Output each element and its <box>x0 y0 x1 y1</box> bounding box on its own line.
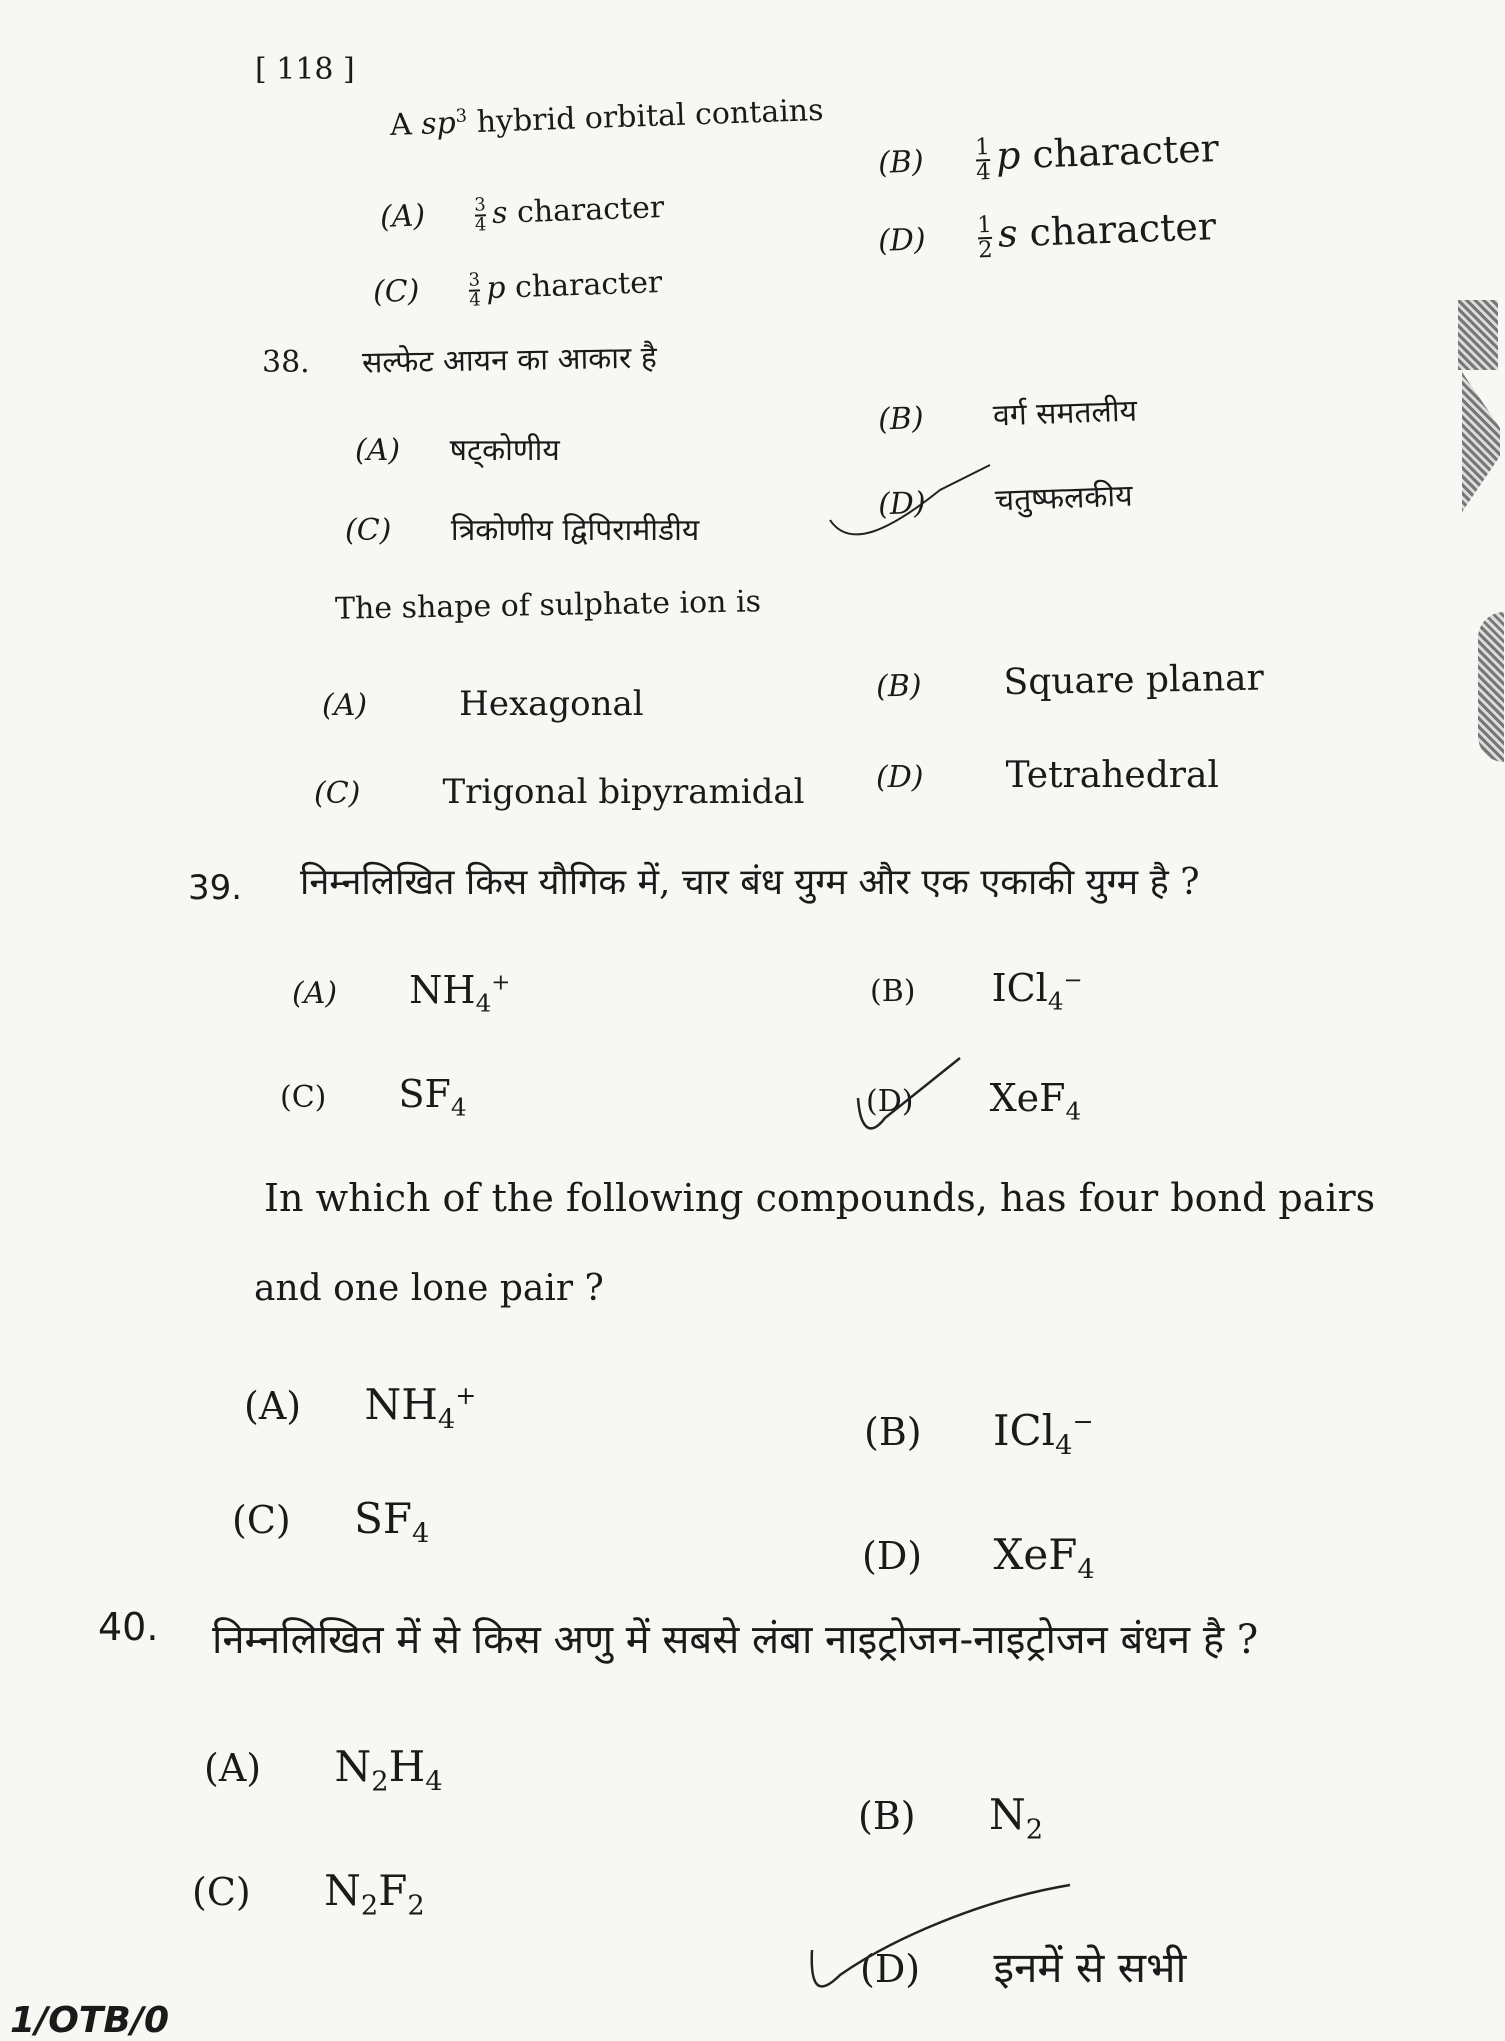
subscript: 4 <box>1077 1554 1095 1586</box>
q38-english-option-a[interactable] <box>322 680 644 724</box>
q38-english-option-d[interactable] <box>876 752 1219 796</box>
option-text: Square planar <box>1003 657 1265 704</box>
option-text: वर्ग समतलीय <box>992 393 1138 434</box>
subscript: 2 <box>1025 1814 1044 1846</box>
option-text: character <box>516 190 665 231</box>
binding-mark <box>1458 300 1498 370</box>
element: N <box>334 1742 372 1791</box>
fraction <box>468 264 663 311</box>
option-text: Trigonal bipyramidal <box>442 772 805 812</box>
q38-english-option-c[interactable] <box>314 768 805 812</box>
binding-mark <box>1478 612 1504 762</box>
q37-stem: A $sp^3$ hybrid orbital contains <box>389 92 825 143</box>
tick-mark-q39 <box>850 1048 970 1148</box>
orbital: s <box>997 211 1019 256</box>
formula <box>991 966 1083 1016</box>
q37-option-d[interactable] <box>877 204 1217 265</box>
q39-english-stem-line1: In which of the following compounds, has four bond pairs <box>264 1176 1376 1220</box>
option-label: (D) <box>876 760 924 795</box>
option-label: (B) <box>877 144 925 181</box>
formula <box>334 1742 443 1798</box>
option-label: (D) <box>877 222 927 259</box>
formula <box>409 968 511 1018</box>
option-text: Hexagonal <box>459 684 644 724</box>
option-label: (D) <box>860 1947 921 1991</box>
subscript: 4 <box>1055 1430 1073 1462</box>
q40-hindi-stem: निम्नलिखित में से किस अणु में सबसे लंबा नाइट्रोजन-नाइट्रोजन बंधन है ? <box>212 1617 1259 1663</box>
q37-option-b[interactable] <box>877 126 1219 187</box>
option-text: चतुष्फलकीय <box>994 478 1134 519</box>
tick-mark-q38 <box>820 460 1000 550</box>
q39-option-b-2[interactable] <box>864 1406 1094 1462</box>
subscript: 2 <box>360 1890 379 1922</box>
option-text: character <box>514 264 663 306</box>
q38-hindi-option-b[interactable] <box>877 388 1137 438</box>
formula-base: SF <box>398 1072 451 1116</box>
option-label: (C) <box>314 776 361 811</box>
numerator: 3 <box>473 194 487 216</box>
q39-option-b-1[interactable] <box>870 966 1083 1016</box>
option-text: षट्कोणीय <box>449 433 560 468</box>
q40-option-b[interactable] <box>858 1790 1043 1846</box>
binding-mark <box>1462 372 1500 512</box>
formula <box>364 1380 477 1436</box>
numerator: 1 <box>974 133 991 161</box>
numerator: 1 <box>976 211 993 239</box>
q39-option-d-2[interactable] <box>862 1530 1095 1586</box>
option-label: (D) <box>877 485 927 523</box>
option-label: (B) <box>864 1410 922 1454</box>
fraction <box>974 126 1220 186</box>
option-label: (C) <box>192 1870 251 1914</box>
option-label: (B) <box>870 974 916 1009</box>
option-label: (D) <box>866 1084 914 1119</box>
formula-base: NH <box>409 968 476 1012</box>
denominator: 4 <box>975 158 992 186</box>
option-text: character <box>1031 126 1220 177</box>
option-label: (C) <box>280 1080 327 1115</box>
q39-option-c-2[interactable] <box>232 1494 429 1550</box>
superscript: + <box>455 1380 477 1410</box>
orbital: p <box>485 270 507 307</box>
option-label: (A) <box>292 976 338 1011</box>
tick-mark-q40 <box>800 1880 1080 2000</box>
numerator: 3 <box>468 269 481 291</box>
q39-number: 39. <box>188 868 243 908</box>
subscript: 4 <box>437 1404 456 1436</box>
option-label: (C) <box>372 273 420 311</box>
formula <box>354 1494 430 1550</box>
q39-option-a-1[interactable] <box>292 968 510 1018</box>
element: N <box>988 1790 1026 1839</box>
formula-base: SF <box>354 1494 413 1543</box>
q39-hindi-stem: निम्नलिखित किस यौगिक में, चार बंध युग्म और एक एकाकी युग्म है ? <box>300 862 1200 903</box>
formula-base: ICl <box>991 966 1048 1010</box>
subscript: 4 <box>425 1766 443 1798</box>
option-text: इनमें से सभी <box>993 1943 1187 1992</box>
q38-hindi-option-c[interactable] <box>345 508 699 549</box>
q38-english-stem: The shape of sulphate ion is <box>334 584 762 627</box>
option-label: (B) <box>875 668 922 705</box>
footer-code: 1/OTB/0 <box>10 2000 169 2041</box>
formula-base: XeF <box>993 1530 1078 1579</box>
subscript: 4 <box>412 1518 430 1550</box>
option-text: Tetrahedral <box>1005 755 1219 796</box>
option-label: (C) <box>345 513 392 548</box>
q38-hindi-stem: सल्फेट आयन का आकार है <box>361 340 658 381</box>
q39-option-c-1[interactable] <box>280 1072 467 1122</box>
formula-base: XeF <box>989 1076 1066 1120</box>
option-label: (A) <box>244 1384 302 1428</box>
subscript: 4 <box>1047 986 1064 1016</box>
q37-option-a[interactable] <box>379 190 664 238</box>
option-text: त्रिकोणीय द्विपिरामीडीय <box>450 513 700 548</box>
denominator: 2 <box>977 236 994 263</box>
formula <box>993 1530 1095 1586</box>
option-label: (D) <box>862 1534 923 1578</box>
subscript: 4 <box>450 1092 467 1122</box>
q40-number: 40. <box>98 1605 159 1649</box>
superscript: + <box>491 969 511 996</box>
denominator: 4 <box>468 289 482 311</box>
formula <box>988 1790 1044 1846</box>
subscript: 2 <box>407 1890 425 1922</box>
formula <box>989 1076 1082 1126</box>
orbital: s <box>491 195 509 232</box>
element: N <box>324 1866 361 1915</box>
q38-hindi-option-a[interactable] <box>355 428 560 469</box>
orbital: p <box>995 132 1022 178</box>
option-label: (A) <box>379 198 426 235</box>
fraction <box>473 190 665 236</box>
option-label: (B) <box>877 400 925 438</box>
formula <box>398 1072 467 1122</box>
option-label: (A) <box>204 1746 262 1790</box>
element: H <box>388 1742 426 1791</box>
fraction <box>976 204 1217 263</box>
subscript: 2 <box>371 1766 389 1798</box>
q40-option-a[interactable] <box>204 1742 443 1798</box>
q40-option-c[interactable] <box>192 1866 425 1922</box>
q39-option-a-2[interactable] <box>244 1380 476 1436</box>
formula-base: NH <box>364 1380 438 1429</box>
subscript: 4 <box>1065 1096 1082 1126</box>
option-label: (A) <box>355 433 401 468</box>
formula <box>324 1866 425 1922</box>
q37-option-c[interactable] <box>372 265 662 313</box>
option-label: (C) <box>232 1498 291 1542</box>
element: F <box>378 1866 408 1915</box>
q38-number: 38. <box>262 345 310 380</box>
superscript: − <box>1072 1406 1094 1436</box>
q38-english-option-b[interactable] <box>876 655 1264 706</box>
formula-base: ICl <box>992 1406 1056 1455</box>
denominator: 4 <box>474 214 487 236</box>
superscript: − <box>1063 967 1083 994</box>
option-text: character <box>1028 204 1217 255</box>
option-label: (B) <box>858 1794 916 1838</box>
page-number: [ 118 ] <box>255 52 355 87</box>
formula <box>992 1406 1094 1462</box>
option-label: (A) <box>322 688 368 723</box>
subscript: 4 <box>475 988 492 1018</box>
q39-english-stem-line2: and one lone pair ? <box>254 1268 604 1309</box>
